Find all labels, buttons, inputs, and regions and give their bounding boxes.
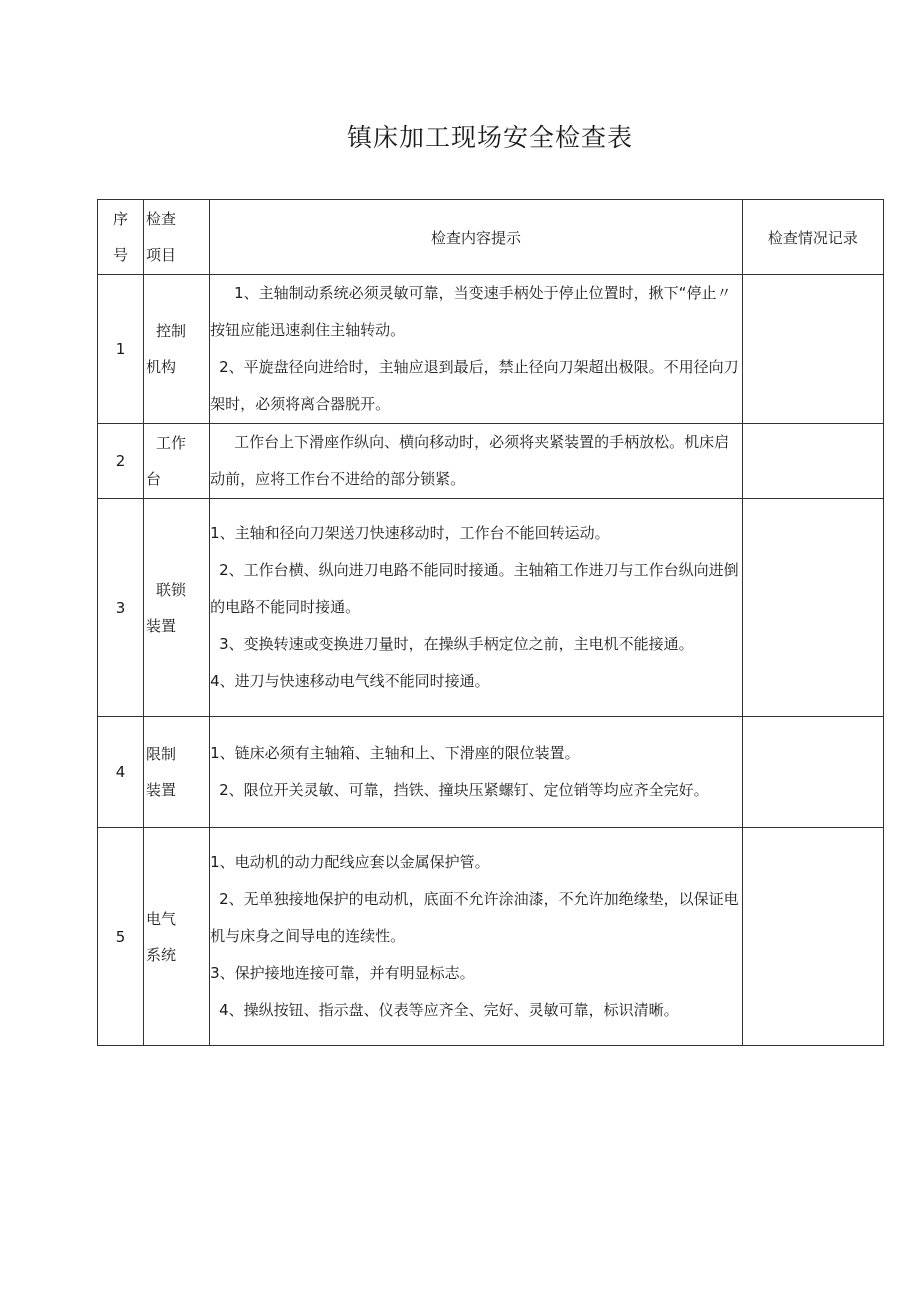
header-item bbox=[144, 200, 210, 275]
content-line: 2、无单独接地保护的电动机，底面不允许涂油漆，不允许加绝缘垫，以保证电机与床身之间导电的连续性。 bbox=[210, 890, 739, 945]
record-cell[interactable] bbox=[742, 828, 883, 1046]
content-line: 1、链床必须有主轴箱、主轴和上、下滑座的限位装置。 bbox=[210, 744, 580, 762]
row-item-line1: 限制 bbox=[146, 745, 177, 763]
page-title: 镇床加工现场安全检查表 bbox=[346, 123, 633, 152]
content-line: 2、限位开关灵敏、可靠，挡铁、撞块压紧螺钉、定位销等均应齐全完好。 bbox=[219, 781, 709, 799]
table-row bbox=[98, 499, 884, 717]
row-item-line1: 控制 bbox=[156, 322, 187, 340]
row-content bbox=[210, 499, 743, 717]
row-no: 1 bbox=[98, 275, 144, 424]
row-item-line2: 系统 bbox=[146, 945, 177, 964]
header-item-line1: 检查 bbox=[146, 210, 177, 228]
content-line: 2、工作台横、纵向进刀电路不能同时接通。主轴箱工作进刀与工作台纵向进倒的电路不能同时接通。 bbox=[210, 561, 739, 616]
row-item-line2: 装置 bbox=[146, 616, 177, 635]
header-record: 检查情况记录 bbox=[742, 200, 883, 275]
row-item-line2: 机构 bbox=[146, 358, 177, 376]
content-line: 4、操纵按钮、指示盘、仪表等应齐全、完好、灵敏可靠，标识清晰。 bbox=[219, 1001, 679, 1019]
row-content bbox=[210, 275, 743, 424]
row-no: 3 bbox=[98, 499, 144, 717]
row-content bbox=[210, 717, 743, 828]
table-header-row bbox=[98, 200, 884, 275]
record-cell[interactable] bbox=[742, 275, 883, 424]
row-item-line1: 联锁 bbox=[156, 580, 187, 599]
content-line: 1、电动机的动力配线应套以金属保护管。 bbox=[210, 853, 490, 871]
record-cell[interactable] bbox=[742, 717, 883, 828]
content-line: 4、进刀与快速移动电气线不能同时接通。 bbox=[210, 672, 490, 690]
header-no bbox=[98, 200, 144, 275]
row-item bbox=[144, 828, 210, 1046]
table-row bbox=[98, 717, 884, 828]
content-line: 2、平旋盘径向进给时，主轴应退到最后，禁止径向刀架超出极限。不用径向刀架时，必须将离合器脱开。 bbox=[210, 358, 739, 413]
row-item bbox=[144, 424, 210, 499]
header-no-line2: 号 bbox=[113, 246, 129, 264]
row-item-line2: 装置 bbox=[146, 781, 177, 799]
table-row bbox=[98, 424, 884, 499]
row-item-line1: 工作 bbox=[156, 434, 187, 452]
header-item-line2: 项目 bbox=[146, 246, 177, 264]
content-line: 1、主轴制动系统必须灵敏可靠，当变速手柄处于停止位置时，揪下“停止〃按钮应能迅速刹住主轴转动。 bbox=[210, 284, 732, 339]
header-content: 检查内容提示 bbox=[210, 200, 743, 275]
table-row bbox=[98, 828, 884, 1046]
header-no-line1: 序 bbox=[113, 210, 129, 228]
row-content bbox=[210, 424, 743, 499]
row-no: 4 bbox=[98, 717, 144, 828]
record-cell[interactable] bbox=[742, 424, 883, 499]
record-cell[interactable] bbox=[742, 499, 883, 717]
content-line: 1、主轴和径向刀架送刀快速移动时，工作台不能回转运动。 bbox=[210, 524, 610, 542]
row-item-line2: 台 bbox=[146, 470, 162, 488]
content-line: 工作台上下滑座作纵向、横向移动时，必须将夹紧装置的手柄放松。机床启动前，应将工作台不进给的部分锁紧。 bbox=[210, 433, 730, 488]
row-no: 2 bbox=[98, 424, 144, 499]
row-item bbox=[144, 717, 210, 828]
row-content bbox=[210, 828, 743, 1046]
row-item-line1: 电气 bbox=[146, 909, 177, 928]
inspection-table bbox=[97, 199, 884, 1046]
content-line: 3、变换转速或变换进刀量时，在操纵手柄定位之前，主电机不能接通。 bbox=[219, 635, 694, 653]
content-line: 3、保护接地连接可靠，并有明显标志。 bbox=[210, 964, 475, 982]
row-no: 5 bbox=[98, 828, 144, 1046]
table-row bbox=[98, 275, 884, 424]
row-item bbox=[144, 275, 210, 424]
row-item bbox=[144, 499, 210, 717]
